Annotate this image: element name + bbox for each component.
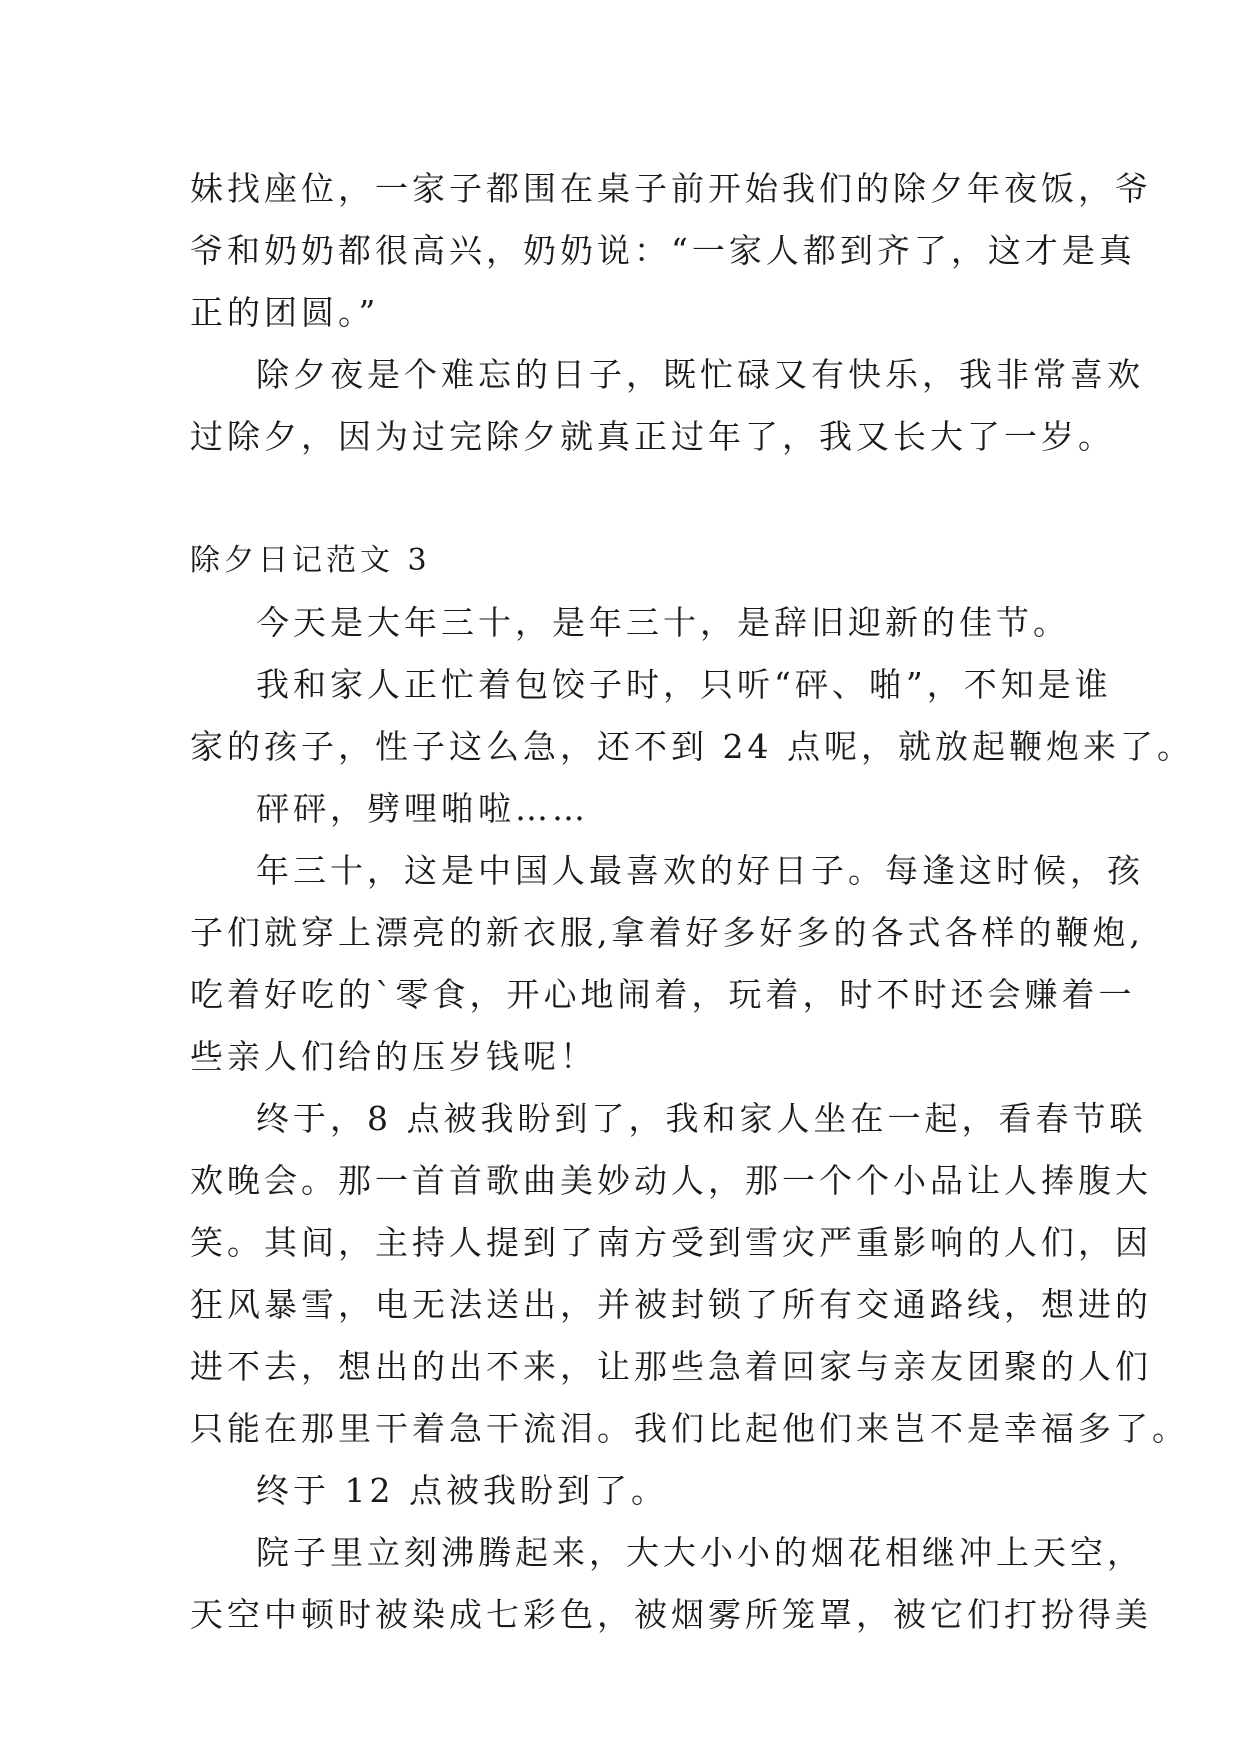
- text-line: 今天是大年三十，是年三十，是辞旧迎新的佳节。: [256, 603, 1070, 642]
- text-line: 些亲人们给的压岁钱呢！: [190, 1037, 597, 1076]
- text-line: 院子里立刻沸腾起来，大大小小的烟花相继冲上天空，: [256, 1533, 1144, 1572]
- text-line: 我和家人正忙着包饺子时，只听“砰、啪”，不知是谁: [256, 665, 1112, 704]
- text-line: 过除夕，因为过完除夕就真正过年了，我又长大了一岁。: [190, 417, 1115, 456]
- paragraph-1: [190, 592, 1070, 654]
- section-title: 除夕日记范文 3: [190, 543, 431, 578]
- text-line: 吃着好吃的`零食，开心地闹着，玩着，时不时还会赚着一: [190, 975, 1136, 1014]
- text-line: 爷和奶奶都很高兴，奶奶说：“一家人都到齐了，这才是真: [190, 231, 1136, 270]
- paragraph-4: [190, 840, 1144, 1088]
- text-line: 终于，8 点被我盼到了，我和家人坐在一起，看春节联: [256, 1099, 1147, 1138]
- text-line: 除夕夜是个难忘的日子，既忙碌又有快乐，我非常喜欢: [256, 355, 1144, 394]
- text-line: 年三十，这是中国人最喜欢的好日子。每逢这时候，孩: [256, 851, 1144, 890]
- text-line: 只能在那里干着急干流泪。我们比起他们来岂不是幸福多了。: [190, 1409, 1189, 1448]
- paragraph-continuation: [190, 158, 1152, 344]
- paragraph-3: [190, 778, 1060, 840]
- paragraph-closing: [190, 344, 1144, 468]
- text-line: 终于 12 点被我盼到了。: [256, 1471, 668, 1510]
- text-line: 笑。其间，主持人提到了南方受到雪灾严重影响的人们，因: [190, 1223, 1152, 1262]
- paragraph-5: [190, 1088, 1189, 1460]
- paragraph-6: [190, 1460, 1060, 1522]
- text-line: 家的孩子，性子这么急，还不到 24 点呢，就放起鞭炮来了。: [190, 727, 1194, 766]
- text-line: 妹找座位，一家子都围在桌子前开始我们的除夕年夜饭，爷: [190, 169, 1152, 208]
- blank-line: [190, 468, 1060, 530]
- paragraph-2: [190, 654, 1194, 778]
- text-line: 正的团圆。”: [190, 293, 380, 332]
- text-line: 进不去，想出的出不来，让那些急着回家与亲友团聚的人们: [190, 1347, 1152, 1386]
- document-body: [190, 158, 1194, 1646]
- text-line: 天空中顿时被染成七彩色，被烟雾所笼罩，被它们打扮得美: [190, 1595, 1152, 1634]
- paragraph-7: [190, 1522, 1152, 1646]
- text-line: 子们就穿上漂亮的新衣服,拿着好多好多的各式各样的鞭炮,: [190, 913, 1144, 952]
- text-line: 砰砰，劈哩啪啦……: [256, 789, 589, 828]
- text-line: 欢晚会。那一首首歌曲美妙动人，那一个个小品让人捧腹大: [190, 1161, 1152, 1200]
- text-line: 狂风暴雪，电无法送出，并被封锁了所有交通路线，想进的: [190, 1285, 1152, 1324]
